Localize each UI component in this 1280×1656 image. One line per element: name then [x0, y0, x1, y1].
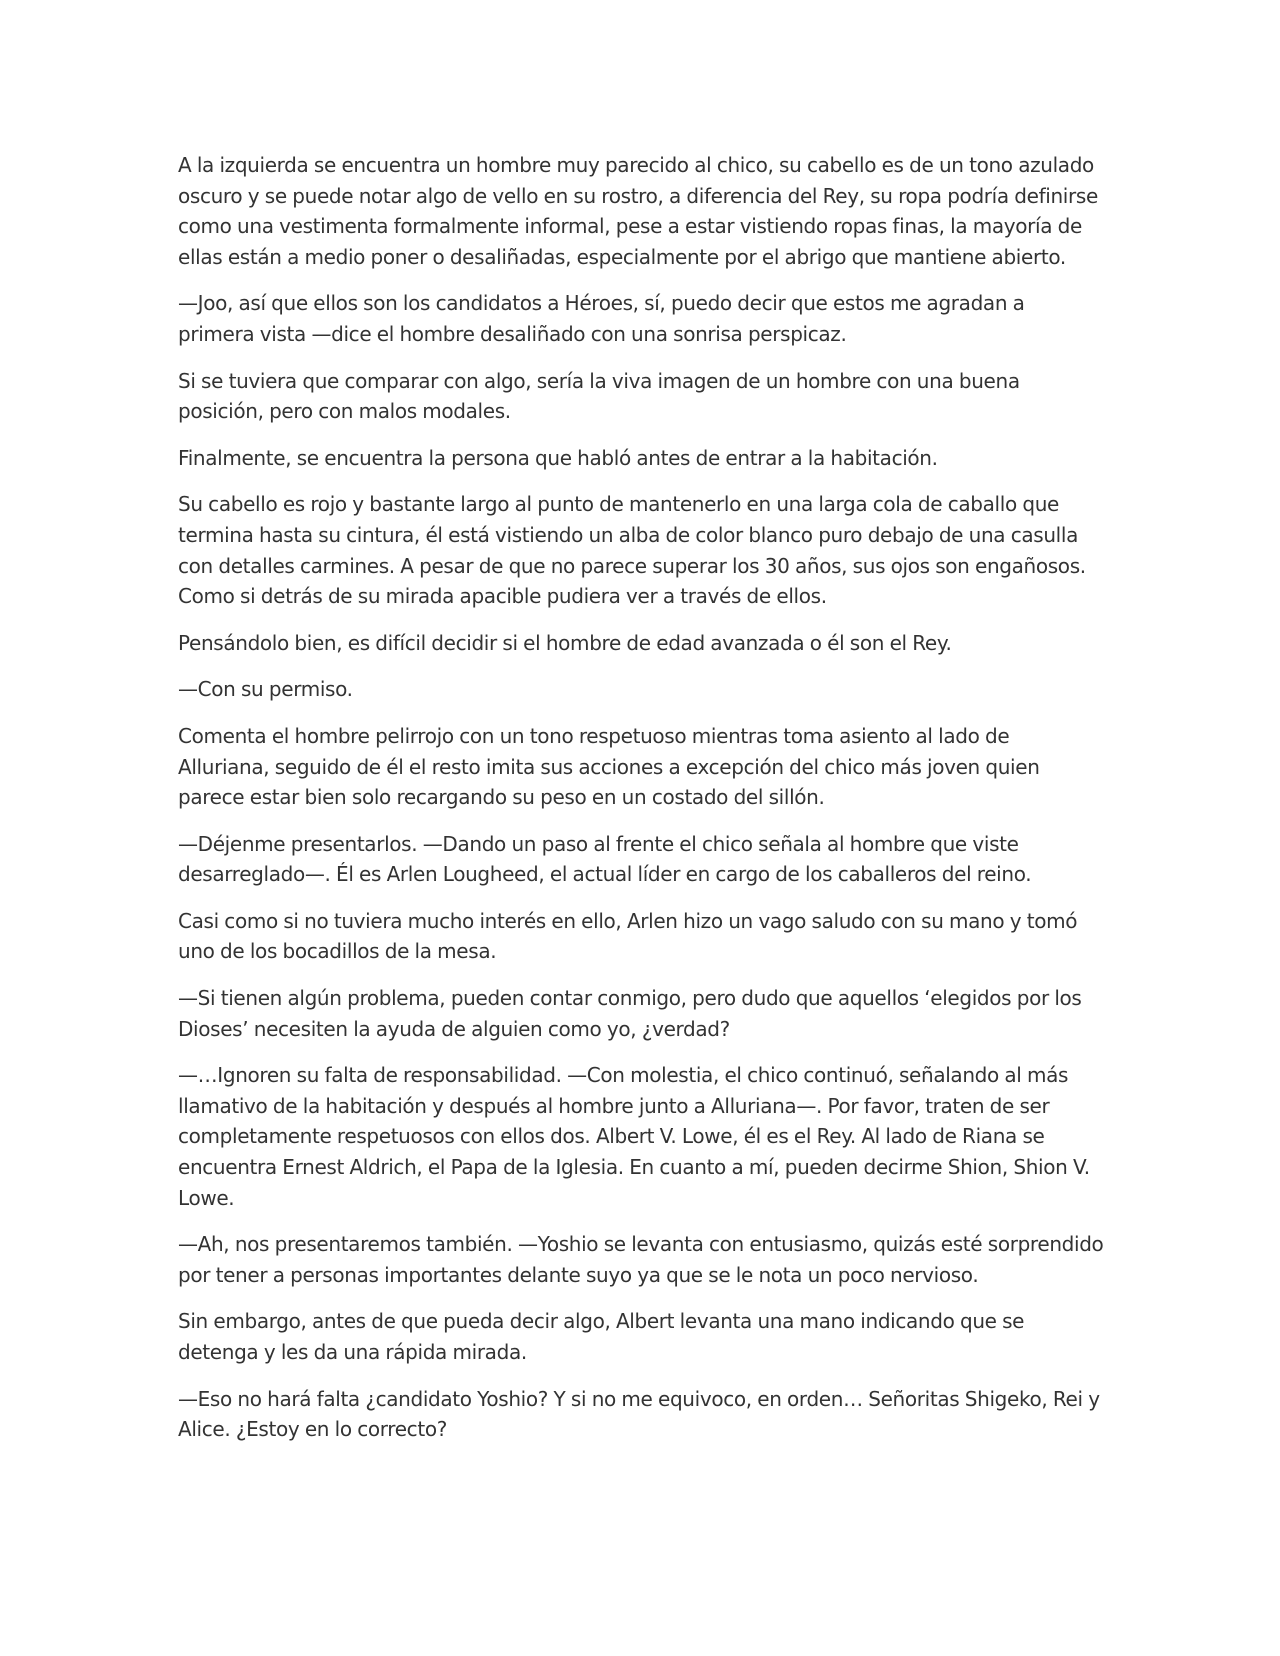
paragraph: Pensándolo bien, es difícil decidir si el hombre de edad avanzada o él son el Rey. — [178, 630, 952, 655]
paragraph: —Ah, nos presentaremos también. —Yoshio se levanta con entusiasmo, quizás esté sorprendido por tener a personas importantes delante suyo ya que se le nota un poco nervioso. — [178, 1232, 1104, 1287]
paragraph: Sin embargo, antes de que pueda decir algo, Albert levanta una mano indicando que se detenga y les da una rápida mirada. — [178, 1309, 1025, 1364]
document-page — [178, 150, 1104, 1461]
paragraph: —Con su permiso. — [178, 677, 353, 702]
paragraph: —Joo, así que ellos son los candidatos a Héroes, sí, puedo decir que estos me agradan a primera vista —dice el hombre desaliñado con una sonrisa perspicaz. — [178, 291, 1025, 346]
paragraph: Casi como si no tuviera mucho interés en ello, Arlen hizo un vago saludo con su mano y tomó uno de los bocadillos de la mesa. — [178, 908, 1078, 964]
paragraph: —Eso no hará falta ¿candidato Yoshio? Y si no me equivoco, en orden… Señoritas Shigeko, Rei y Alice. ¿Estoy en lo correcto? — [178, 1386, 1100, 1442]
paragraph: —Déjenme presentarlos. —Dando un paso al frente el chico señala al hombre que viste desarreglado—. Él es Arlen Lougheed, el actual líder en cargo de los caballeros del reino. — [178, 831, 1032, 887]
paragraph: —…Ignoren su falta de responsabilidad. —Con molestia, el chico continuó, señalando al más llamativo de la habitación y después al hombre junto a Alluriana—. Por favor, traten de ser completamente respetuosos con ellos dos. Albert V. Lowe, él es el Rey. Al lado de Riana se encuentra Ernest Aldrich, el Papa de la Iglesia. En cuanto a mí, pueden decirme Shion, Shion V. Lowe. — [178, 1063, 1090, 1210]
paragraph: Finalmente, se encuentra la persona que habló antes de entrar a la habitación. — [178, 445, 938, 470]
paragraph: —Si tienen algún problema, pueden contar conmigo, pero dudo que aquellos ‘elegidos por los Dioses’ necesiten la ayuda de alguien como yo, ¿verdad? — [178, 986, 1082, 1041]
paragraph: Su cabello es rojo y bastante largo al punto de mantenerlo en una larga cola de caballo que termina hasta su cintura, él está vistiendo un alba de color blanco puro debajo de una casulla con detalles carmines. A pesar de que no parece superar los 30 años, sus ojos son engañosos. Como si detrás de su mirada apacible pudiera ver a través de ellos. — [178, 492, 1086, 609]
paragraph: Si se tuviera que comparar con algo, sería la viva imagen de un hombre con una buena posición, pero con malos modales. — [178, 368, 1020, 424]
paragraph: Comenta el hombre pelirrojo con un tono respetuoso mientras toma asiento al lado de Alluriana, seguido de él el resto imita sus acciones a excepción del chico más joven quien parece estar bien solo recargando su peso en un costado del sillón. — [178, 723, 1040, 810]
paragraph: A la izquierda se encuentra un hombre muy parecido al chico, su cabello es de un tono azulado oscuro y se puede notar algo de vello en su rostro, a diferencia del Rey, su ropa podría definirse como una vestimenta formalmente informal, pese a estar vistiendo ropas finas, la mayoría de ellas están a medio poner o desaliñadas, especialmente por el abrigo que mantiene abierto. — [178, 153, 1098, 269]
